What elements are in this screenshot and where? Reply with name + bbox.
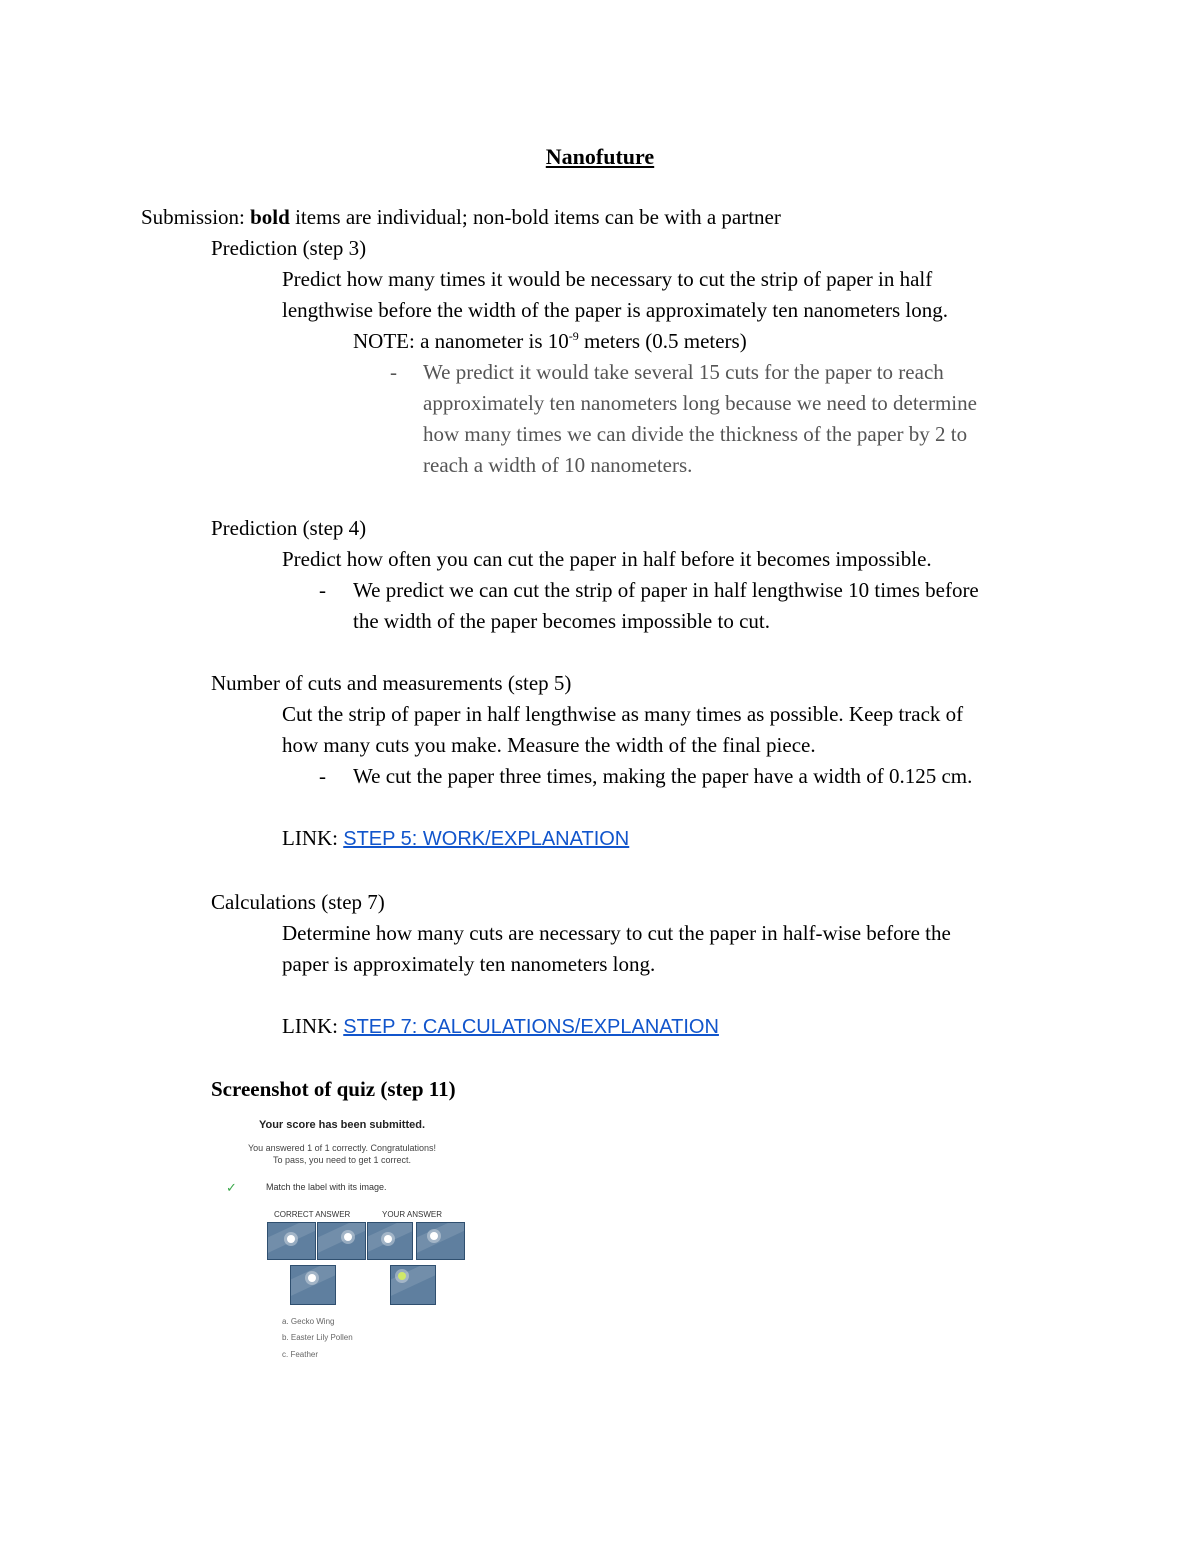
quiz-image-thumbnail	[367, 1222, 413, 1260]
step3-bullet: -	[390, 360, 397, 384]
step4-bullet: -	[319, 578, 326, 602]
document-title: Nanofuture	[545, 144, 655, 169]
marker-dot-icon	[344, 1233, 352, 1241]
your-answer-header: YOUR ANSWER	[382, 1210, 443, 1219]
quiz-image-thumbnail	[317, 1222, 366, 1260]
step3-prompt-line: lengthwise before the width of the paper is approximately ten nanometers long.	[282, 298, 948, 322]
marker-dot-icon	[430, 1232, 438, 1240]
quiz-image-thumbnail	[267, 1222, 316, 1260]
quiz-submitted-text: Your score has been submitted.	[258, 1119, 426, 1131]
step3-answer-line: We predict it would take several 15 cuts for the paper to reach	[423, 360, 944, 384]
marker-dot-icon	[287, 1235, 295, 1243]
step3-note	[353, 326, 747, 357]
step4-prompt: Predict how often you can cut the paper in half before it becomes impossible.	[282, 547, 932, 571]
step4-heading: Prediction (step 4)	[211, 516, 367, 540]
step4-answer-line: We predict we can cut the strip of paper in half lengthwise 10 times before	[353, 578, 979, 602]
step5-heading: Number of cuts and measurements (step 5)	[211, 671, 572, 695]
step5-bullet: -	[319, 764, 326, 788]
quiz-option: a. Gecko Wing	[282, 1317, 335, 1326]
step3-answer-line: how many times we can divide the thickness of the paper by 2 to	[423, 422, 968, 446]
quiz-screenshot	[212, 1112, 472, 1372]
quiz-image-thumbnail	[390, 1265, 436, 1305]
note-exponent: -9	[568, 329, 579, 343]
quiz-option: c. Feather	[282, 1350, 319, 1359]
step5-prompt-line: how many cuts you make. Measure the width of the final piece.	[282, 733, 816, 757]
marker-dot-icon	[398, 1272, 406, 1280]
marker-dot-icon	[308, 1274, 316, 1282]
submission-suffix: items are individual; non-bold items can be with a partner	[289, 205, 781, 229]
marker-dot-icon	[384, 1235, 392, 1243]
submission-bold-word: bold	[250, 205, 290, 229]
submission-line	[141, 202, 781, 233]
correct-answer-header: CORRECT ANSWER	[274, 1210, 351, 1219]
quiz-option: b. Easter Lily Pollen	[282, 1333, 353, 1342]
step7-heading: Calculations (step 7)	[211, 890, 385, 914]
step3-answer-line: approximately ten nanometers long because we need to determine	[423, 391, 977, 415]
step3-prompt-line: Predict how many times it would be necessary to cut the strip of paper in half	[282, 267, 933, 291]
step5-prompt-line: Cut the strip of paper in half lengthwise as many times as possible. Keep track of	[282, 702, 964, 726]
quiz-result-line: You answered 1 of 1 correctly. Congratulations!	[247, 1143, 437, 1153]
step3-heading: Prediction (step 3)	[211, 236, 367, 260]
quiz-question: Match the label with its image.	[266, 1182, 387, 1192]
step5-answer: We cut the paper three times, making the paper have a width of 0.125 cm.	[353, 764, 973, 788]
step4-answer-line: the width of the paper becomes impossible to cut.	[353, 609, 770, 633]
step7-prompt-line: paper is approximately ten nanometers long.	[282, 952, 656, 976]
note-prefix: NOTE: a nanometer is 10	[353, 329, 569, 353]
step7-prompt-line: Determine how many cuts are necessary to cut the paper in half-wise before the	[282, 921, 951, 945]
step3-answer-line: reach a width of 10 nanometers.	[423, 453, 693, 477]
note-suffix: meters (0.5 meters)	[578, 329, 747, 353]
quiz-image-thumbnail	[290, 1265, 336, 1305]
quiz-result-line: To pass, you need to get 1 correct.	[272, 1155, 412, 1165]
step5-link-line	[282, 823, 629, 855]
quiz-image-thumbnail	[416, 1222, 465, 1260]
step7-link-line	[282, 1011, 719, 1043]
submission-prefix: Submission:	[141, 205, 251, 229]
link-prefix: LINK:	[282, 1014, 344, 1038]
check-icon: ✓	[226, 1180, 237, 1195]
link-prefix: LINK:	[282, 826, 344, 850]
step5-work-link[interactable]: STEP 5: WORK/EXPLANATION	[343, 828, 630, 850]
step7-calculations-link[interactable]: STEP 7: CALCULATIONS/EXPLANATION	[343, 1016, 719, 1038]
step11-heading: Screenshot of quiz (step 11)	[211, 1077, 456, 1101]
